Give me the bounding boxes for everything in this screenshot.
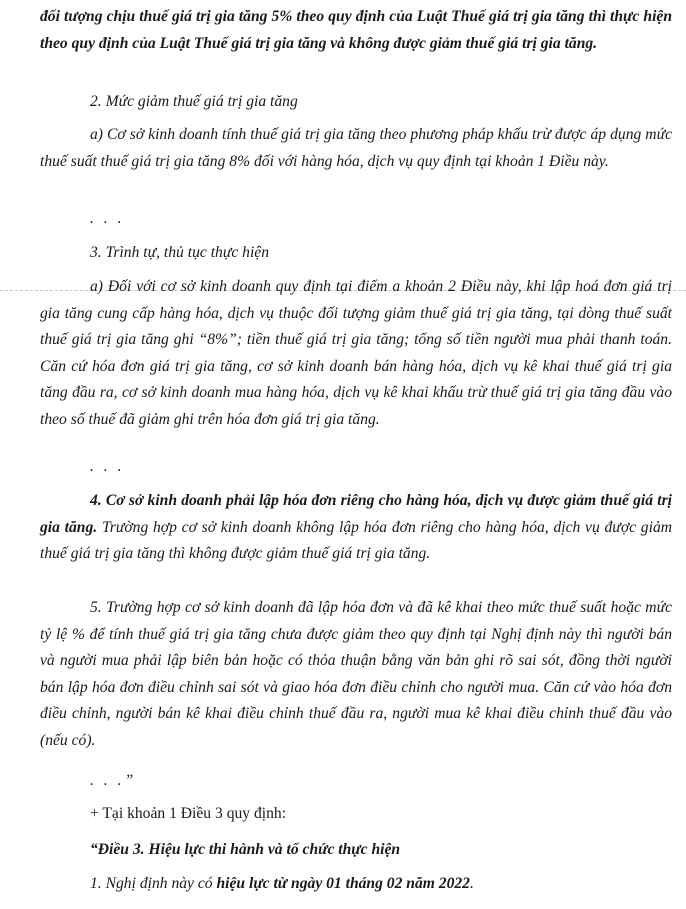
section-3a-paragraph: a) Đối với cơ sở kinh doanh quy định tại điểm a khoản 2 Điều này, khi lập hoá đơn giá trị gia tăng cung cấp hàng hóa, dịch vụ thuộc đối tượng giảm thuế giá trị gia tăng, tại dòng thuế suất thuế giá trị gia tăng ghi “8%”; tiền thuế giá trị gia tăng; tổng số tiền người mua phải thanh toán. Căn cứ hóa đơn giá trị gia tăng, cơ sở kinh doanh bán hàng hóa, dịch vụ kê khai thuế giá trị gia tăng đầu ra, cơ sở kinh doanh mua hàng hóa, dịch vụ kê khai khấu trừ thuế giá trị gia tăng đầu vào theo số thuế đã giảm ghi trên hóa đơn giá trị gia tăng. xyxy=(40,278,672,428)
intro-paragraph: đối tượng chịu thuế giá trị gia tăng 5% theo quy định của Luật Thuế giá trị gia tăng thì thực hiện theo quy định của Luật Thuế giá trị gia tăng và không được giảm thuế giá trị gia tăng. xyxy=(40,8,672,52)
effective-date-start: 1. Nghị định này có xyxy=(90,875,217,892)
effective-date-end: . xyxy=(469,875,474,892)
effective-date-paragraph xyxy=(40,871,672,898)
article-3-title: “Điều 3. Hiệu lực thi hành và tổ chức thực hiện xyxy=(90,841,401,858)
section-2-heading: 2. Mức giảm thuế giá trị gia tăng xyxy=(90,93,298,110)
effective-date-bold: hiệu lực từ ngày 01 tháng 02 năm 2022 xyxy=(216,875,470,892)
ellipsis-1: . . . xyxy=(90,210,125,227)
section-4-bold: 4. Cơ sở kinh doanh phải lập hóa đơn riêng cho hàng hóa, dịch vụ được giảm thuế giá trị gia tăng. xyxy=(40,492,672,536)
section-4-rest: Trường hợp cơ sở kinh doanh không lập hóa đơn riêng cho hàng hóa, dịch vụ được giảm thuế giá trị gia tăng thì không được giảm thuế giá trị gia tăng. xyxy=(40,518,672,562)
ellipsis-close: . . .” xyxy=(90,772,137,789)
section-4-paragraph xyxy=(40,488,672,568)
reference-line: + Tại khoản 1 Điều 3 quy định: xyxy=(90,805,287,822)
section-3-heading: 3. Trình tự, thủ tục thực hiện xyxy=(90,244,270,261)
ellipsis-2: . . . xyxy=(90,458,125,475)
section-2a-paragraph: a) Cơ sở kinh doanh tính thuế giá trị gia tăng theo phương pháp khấu trừ được áp dụng mức thuế suất thuế giá trị gia tăng 8% đối với hàng hóa, dịch vụ quy định tại khoản 1 Điều này. xyxy=(40,126,672,170)
section-5-paragraph: 5. Trường hợp cơ sở kinh doanh đã lập hóa đơn và đã kê khai theo mức thuế suất hoặc mức tỷ lệ % để tính thuế giá trị gia tăng chưa được giảm theo quy định tại Nghị định này thì người bán và người mua phải lập biên bản hoặc có thỏa thuận bằng văn bản ghi rõ sai sót, đồng thời người bán lập hóa đơn điều chỉnh sai sót và giao hóa đơn điều chỉnh cho người mua. Căn cứ vào hóa đơn điều chỉnh, người bán kê khai điều chỉnh thuế đầu ra, người mua kê khai điều chỉnh thuế đầu vào (nếu có). xyxy=(40,599,672,749)
